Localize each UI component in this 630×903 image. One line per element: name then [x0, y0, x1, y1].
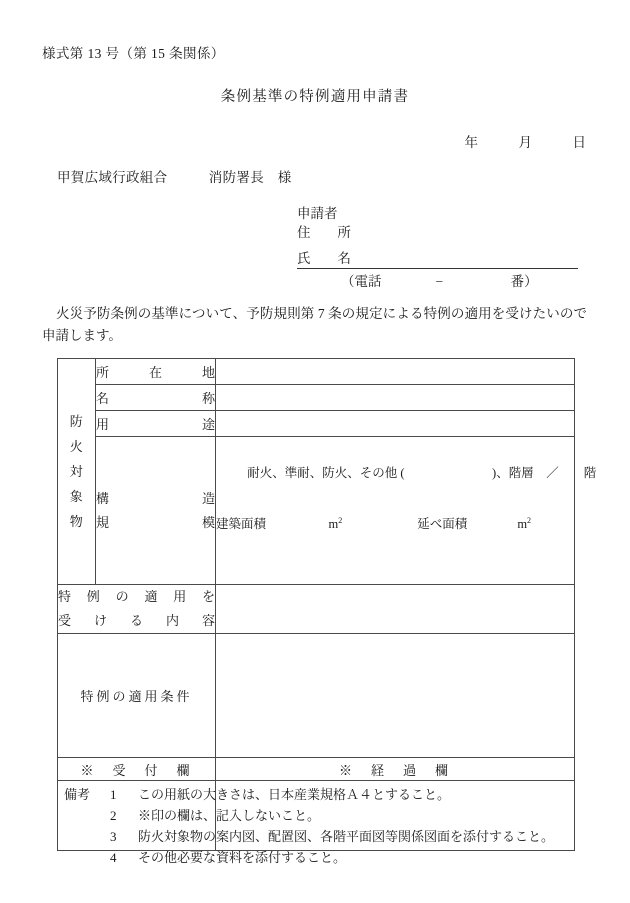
- unit-building-area: $m^2$: [328, 516, 343, 532]
- unit-total-floor-area: $m^2$: [517, 516, 532, 532]
- note-item: [64, 784, 554, 805]
- area-line: [216, 509, 574, 536]
- label-scale: 規模: [96, 514, 215, 530]
- table-row: [58, 385, 575, 411]
- page-title: 条例基準の特例適用申請書: [220, 89, 410, 105]
- vert-char-4: 象: [69, 489, 84, 505]
- vert-char-5: 物: [69, 514, 84, 530]
- input-location[interactable]: [216, 359, 575, 385]
- note-item: [64, 805, 554, 826]
- vert-char-3: 対: [69, 464, 84, 480]
- vert-char-1: 防: [69, 414, 84, 430]
- table-row: [58, 634, 575, 758]
- label-structure: 構造: [96, 490, 215, 506]
- label-reception-column: ※ 受 付 欄: [58, 758, 216, 781]
- input-name[interactable]: [216, 385, 575, 411]
- object-vertical-label: [58, 359, 96, 585]
- applicant-name-field[interactable]: [297, 247, 578, 269]
- applicant-label: 申請者: [297, 206, 338, 221]
- table-row: [58, 437, 575, 585]
- applicant-address-label: 住 所: [297, 225, 351, 240]
- table-row: [58, 359, 575, 385]
- notes-section: [64, 784, 554, 868]
- note-spacer: [64, 847, 110, 868]
- input-application-conditions[interactable]: [216, 634, 575, 758]
- form-number: 様式第 13 号（第 15 条関係）: [42, 46, 225, 61]
- label-application-content-line2: 受ける内容: [58, 613, 215, 629]
- application-table: [57, 358, 597, 851]
- applicant-block: [297, 204, 587, 291]
- label-location: 所在地: [96, 359, 216, 385]
- note-item: [64, 826, 554, 847]
- label-progress-column: ※ 経 過 欄: [216, 758, 575, 781]
- note-spacer: [64, 805, 110, 826]
- note-text: この用紙の大きさは、日本産業規格Ａ４とすること。: [138, 787, 451, 802]
- note-number: 2: [110, 808, 117, 823]
- table-row: [58, 411, 575, 437]
- addressee-line: 甲賀広域行政組合 消防署長 様: [57, 170, 292, 185]
- label-building-area: 建築面積: [216, 517, 267, 532]
- body-paragraph: 火災予防条例の基準について、予防規則第 7 条の規定による特例の適用を受けたいので申請します。: [42, 306, 587, 343]
- notes-heading: 備考: [64, 787, 91, 802]
- note-item: [64, 847, 554, 868]
- input-application-content[interactable]: [216, 585, 575, 634]
- label-application-content-line1: 特例の適用を: [58, 589, 215, 605]
- label-application-content: [58, 585, 216, 634]
- label-application-conditions: 特例の適用条件: [58, 634, 216, 758]
- note-number: 4: [110, 850, 117, 865]
- note-text: ※印の欄は、記入しないこと。: [138, 808, 321, 823]
- note-number: 3: [110, 829, 117, 844]
- note-text: 防火対象物の案内図、配置図、各階平面図等関係図面を添付すること。: [138, 829, 555, 844]
- structure-options-line: 耐火、準耐、防火、その他 ( )、階層 ／ 階: [247, 466, 597, 480]
- label-name: 名称: [96, 385, 216, 411]
- note-spacer: [64, 826, 110, 847]
- label-usage: 用途: [96, 411, 216, 437]
- note-text: その他必要な資料を添付すること。: [138, 850, 347, 865]
- label-structure-scale: [96, 437, 216, 585]
- label-total-floor-area: 延べ面積: [417, 517, 468, 532]
- date-line: 年 月 日: [464, 135, 586, 150]
- applicant-name-label: 氏 名: [297, 251, 351, 266]
- table-row: [58, 758, 575, 781]
- table-row: [58, 585, 575, 634]
- note-number: 1: [110, 787, 117, 802]
- applicant-telephone-line: （電話 − 番）: [341, 274, 538, 289]
- input-structure-scale[interactable]: [216, 437, 597, 585]
- vert-char-2: 火: [69, 439, 84, 455]
- input-usage[interactable]: [216, 411, 575, 437]
